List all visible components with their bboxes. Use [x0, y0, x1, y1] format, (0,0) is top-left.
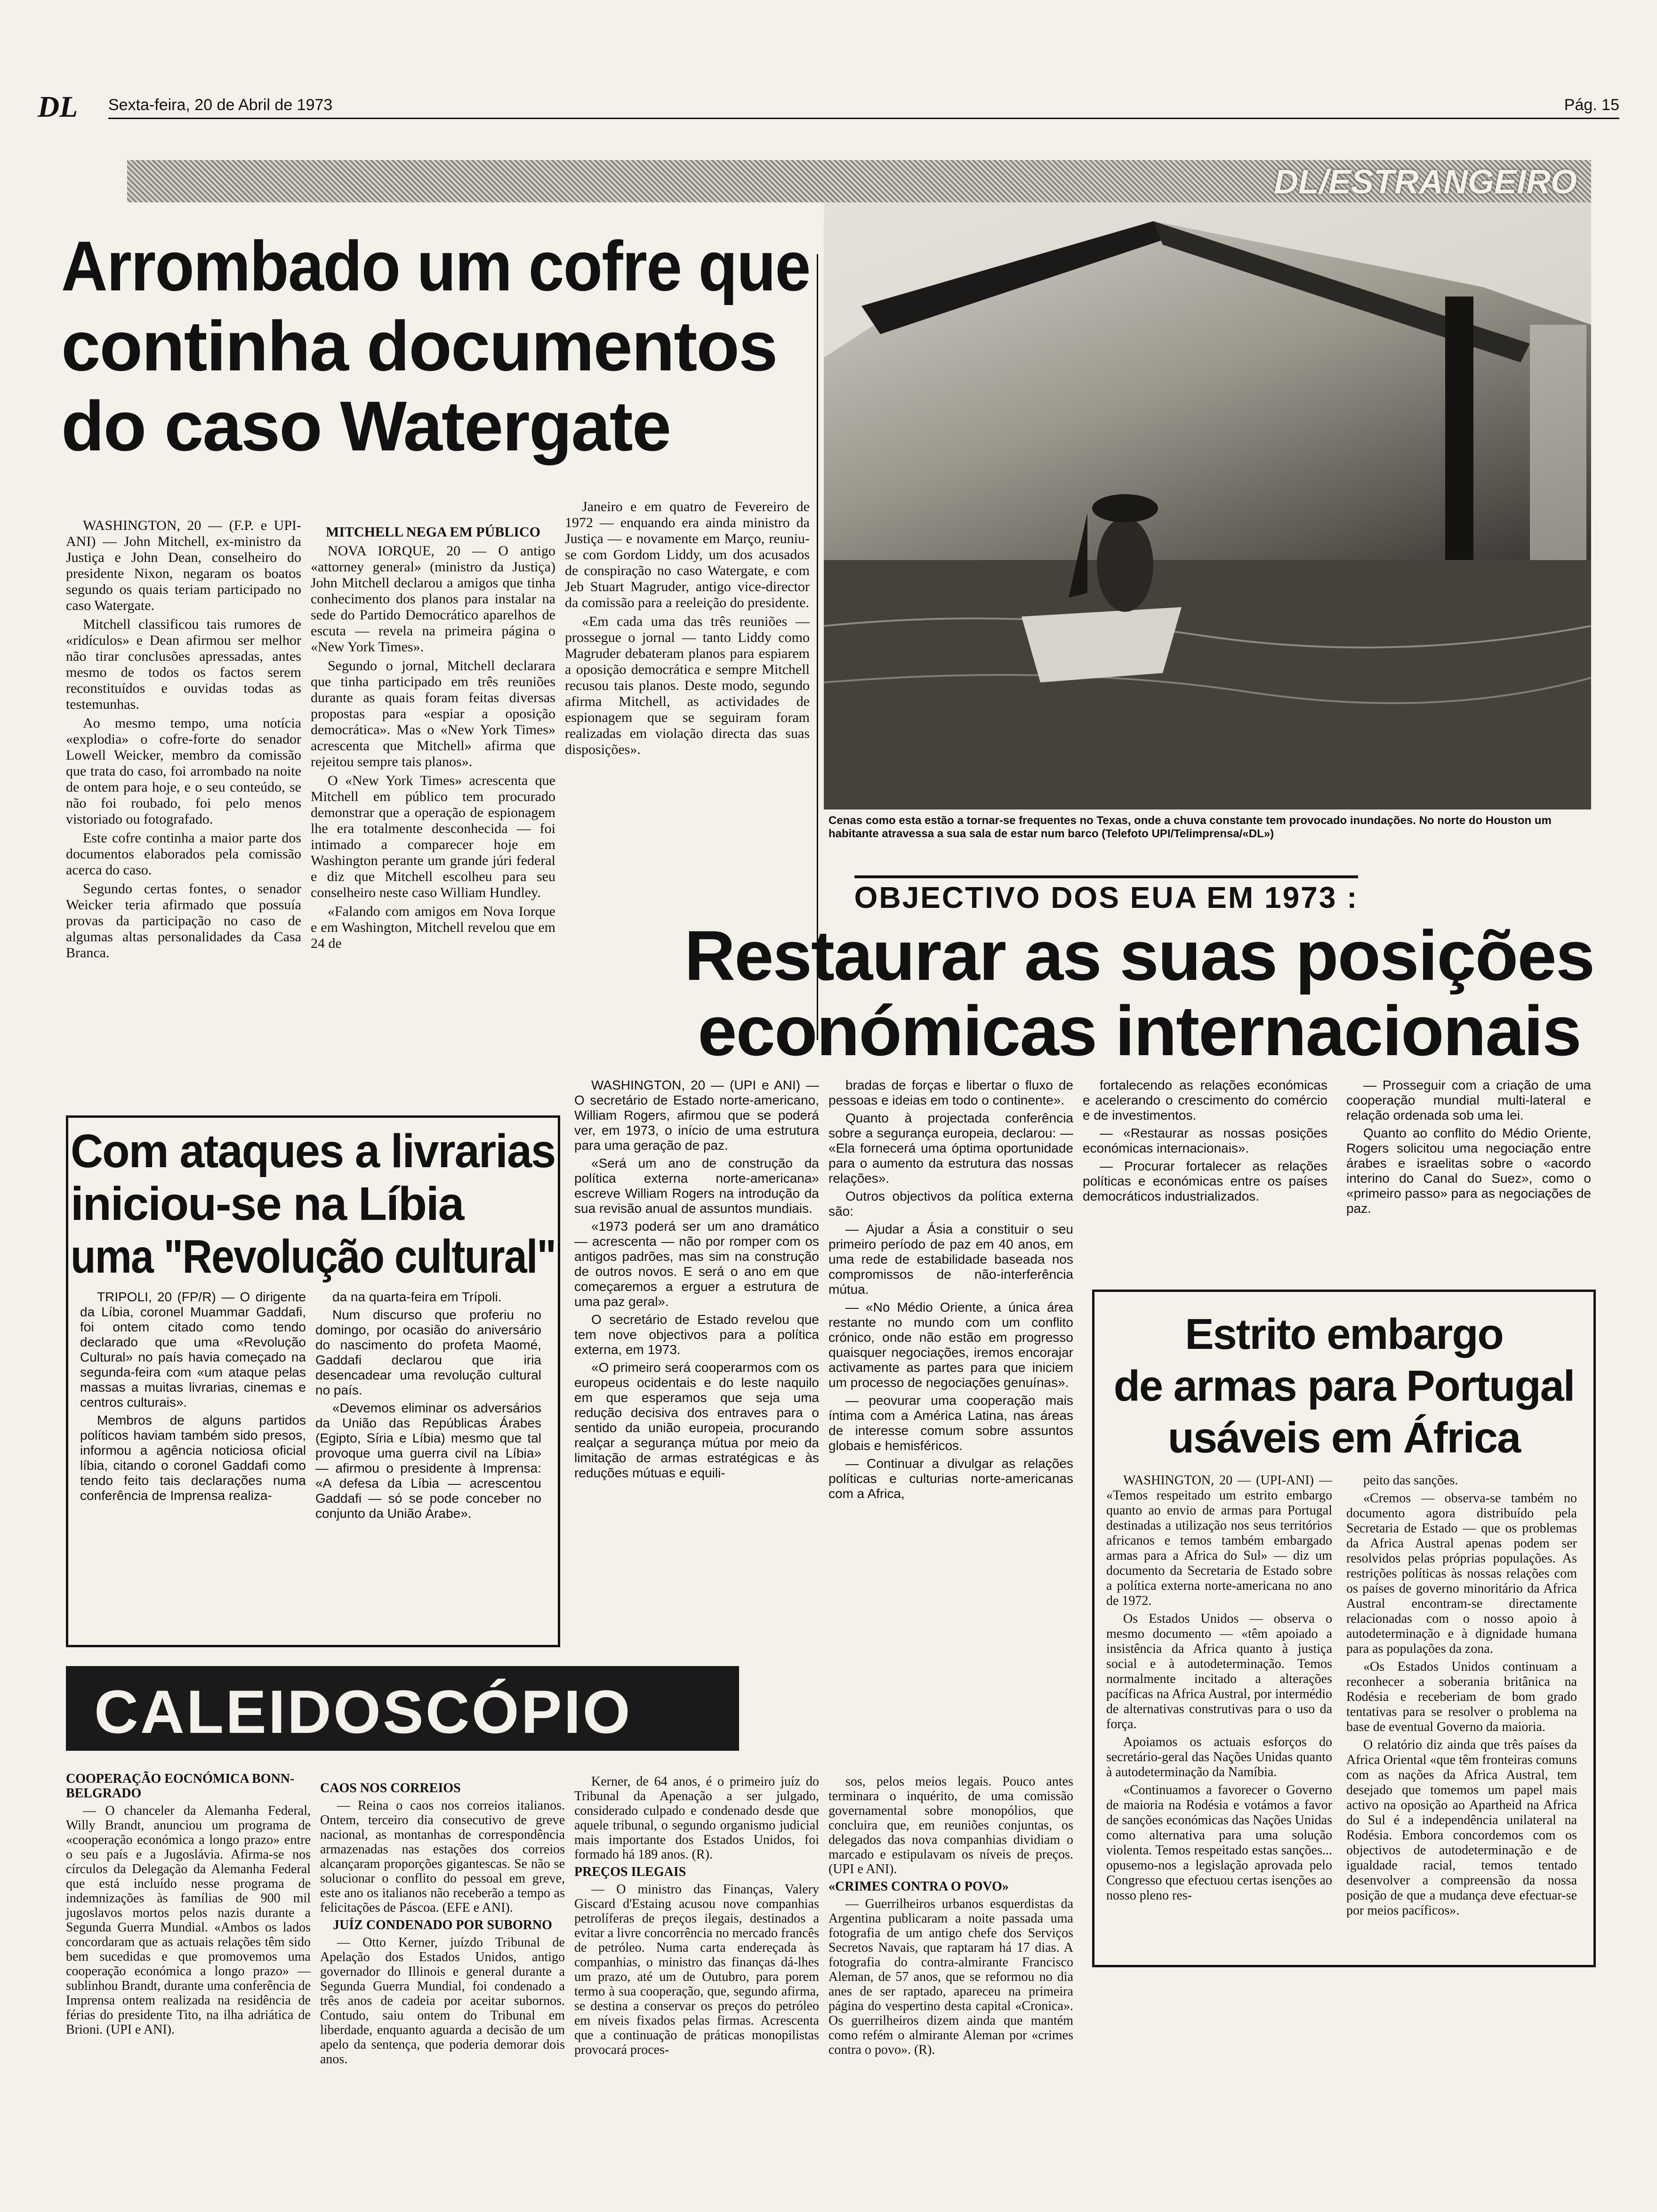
paragraph: «Cremos — observa-se também no documento agora distribuído pela Secretaria de Estado — que os problemas da Africa Austral apenas podem ser resolvidos pelas próprias populações. As restrições políticas às nossas relações com os países de governo minoritário da Africa Austral encontram-se directamente relacionadas com o nosso apoio à autodeterminação e à dignidade humana para as populações da zona.: [1346, 1491, 1577, 1656]
paragraph: Membros de alguns partidos políticos haviam também sido presos, informou a agência noticiosa oficial líbia, citando o coronel Gaddafi como tendo feito tais declarações numa conferência de Imprensa realiza-: [80, 1413, 306, 1503]
paragraph: — Otto Kerner, juízdo Tribunal de Apelação dos Estados Unidos, antigo governador do Illinois e general durante a Segunda Guerra Mundial, foi condenado a três anos de cadeia por aceitar subornos. Contudo, saiu ontem do Tribunal em liberdade, enquanto aguarda a decisão de um apelo da sentença, que poderia demorar dois anos.: [320, 1935, 565, 2067]
libia-headline-line2: iniciou-se na Líbia: [71, 1178, 464, 1230]
paragraph: O «New York Times» acrescenta que Mitchell em público tem procurado demonstrar que a operação de espionagem lhe era totalmente desconhecida — foi intimado a comparecer hoje em Washington perante um grande júri federal e diz que Mitchell escolheu para seu conselheiro neste caso William Hundley.: [311, 773, 555, 900]
masthead: [38, 89, 1619, 122]
paragraph: da na quarta-feira em Trípoli.: [332, 1290, 502, 1304]
portugal-col2: [1346, 1473, 1577, 1921]
paragraph: WASHINGTON, 20 — (UPI e ANI) — O secretário de Estado norte-americano, William Rogers, afirmou que se poderá ver, em 1973, o início de uma estrutura para uma geração de paz.: [574, 1078, 819, 1153]
section-banner: [127, 160, 1591, 202]
paragraph: «Falando com amigos em Nova Iorque e em Washington, Mitchell revelou que em 24 de: [311, 904, 555, 951]
eua-headline-line1: Restaurar as suas posições: [684, 916, 1594, 995]
caleidoscopio-col2-head1: CAOS NOS CORREIOS: [320, 1781, 461, 1795]
portugal-col1: [1106, 1473, 1332, 1906]
masthead-page: Pág. 15: [1564, 96, 1619, 114]
paragraph: TRIPOLI, 20 (FP/R) — O dirigente da Líbia, coronel Muammar Gaddafi, foi ontem citado como tendo declarado que uma «Revolução Cultural» no país havia começado na segunda-feira com «um ataque pelas massas a muitas livrarias, cinemas e centros culturais».: [80, 1290, 306, 1410]
flood-photo-caption: Cenas como esta estão a tornar-se frequentes no Texas, onde a chuva constante tem provocado inundações. No norte do Houston um habitante atravessa a sua sala de estar num barco (Telefoto UPI/Telimprensa/«DL»): [828, 814, 1552, 840]
paragraph: O relatório diz ainda que três países da Africa Oriental «que têm fronteiras comuns com as nações da Africa Austral, tem desejado que tomemos um papel mais activo na oposição ao Apartheid na Africa do Sul é a independência unilateral na Rodésia. Embora concordemos com os objectivos de autodeterminação e de igualdade racial, temos tentado desenvolver a compreensão da nossa posição de que a mudança deve efectuar-se por meios pacíficos».: [1346, 1738, 1577, 1918]
masthead-date: Sexta-feira, 20 de Abril de 1973: [108, 96, 333, 114]
libia-headline-line1: Com ataques a livrarias: [71, 1125, 555, 1178]
caleidoscopio-col2-head2: JUÍZ CONDENADO POR SUBORNO: [333, 1918, 552, 1932]
paragraph: «1973 poderá ser um ano dramático — acrescenta — não por romper com os antigos padrões, mas sim na construção de outros novos. E será o ano em que começaremos a erguer a estrutura de uma paz geral».: [574, 1219, 819, 1309]
portugal-headline-line2: de armas para Portugal: [1113, 1362, 1575, 1410]
caleidoscopio-col3: [574, 1774, 819, 2060]
watergate-col1: [66, 518, 301, 964]
caleidoscopio-title: CALEIDOSCÓPIO: [94, 1677, 632, 1746]
paragraph: «Os Estados Unidos continuam a reconhecer a soberania britânica na Rodésia e receberiam de bom grado tentativas para se resolver o problema na base de eventual Governo da maioria.: [1346, 1659, 1577, 1734]
paragraph: bradas de forças e libertar o fluxo de pessoas e ideias em todo o continente».: [828, 1078, 1073, 1107]
caleidoscopio-col1: [66, 1770, 311, 2040]
paragraph: — Prosseguir com a criação de uma cooperação mundial multi-lateral e relação ordenada sob uma lei.: [1346, 1078, 1591, 1122]
paragraph: — Procurar fortalecer as relações políticas e económicas entre os países democráticos industrializados.: [1083, 1159, 1327, 1203]
portugal-headline-line1: Estrito embargo: [1185, 1310, 1503, 1358]
watergate-col3: [565, 499, 810, 761]
libia-headline-line3: uma "Revolução cultural": [71, 1230, 556, 1283]
paragraph: — O ministro das Finanças, Valery Giscard d'Estaing acusou nove companhias petrolíferas de preços ilegais, destinados a evitar a livre concorrência no mercado francês de petróleo. Numa carta endereçada às companhias, o ministro das finanças dá-lhes um prazo, até um de Outubro, para porem termo à sua cooperação, que, segundo afirma, se destina a conservar os preços do petróleo em níveis fixados pelas firmas. Acrescenta que a continuação de práticas monopilistas provocará proces-: [574, 1882, 819, 2057]
flood-photo: [824, 202, 1591, 809]
masthead-logo: DL: [38, 90, 78, 123]
paragraph: WASHINGTON, 20 — (UPI-ANI) — «Temos respeitado um estrito embargo quanto ao envio de armas para Portugal destinadas a utilização nos seus territórios africanos e temos também embargado armas para a Africa do Sul» — diz um documento da Secretaria de Estado sobre a política externa norte-americana no ano de 1972.: [1106, 1473, 1332, 1608]
paragraph: Segundo certas fontes, o senador Weicker teria afirmado que possuía provas da participação no caso de algumas altas personalidades da Casa Branca.: [66, 881, 301, 961]
paragraph: — Guerrilheiros urbanos esquerdistas da Argentina publicaram a noite passada uma fotografia de um antigo chefe dos Serviços Secretos Navais, que raptaram há 17 dias. A fotografia do contra-almirante Francisco Aleman, de 57 anos, que se reformou no dia anes de ser raptado, apareceu na primeira página do vespertino desta capital «Cronica». Os guerrilheiros dizem ainda que mantém como refém o almirante Aleman por «crimes contra o povo». (R).: [828, 1897, 1073, 2057]
watergate-headline-line1: Arrombado um cofre que: [61, 226, 810, 305]
paragraph: NOVA IORQUE, 20 — O antigo «attorney general» (ministro da Justiça) John Mitchell declarou a amigos que tinha conhecimento dos planos para instalar na sede do Partido Democrático aparelhos de escuta — revela na primeira página o «New York Times».: [311, 543, 555, 655]
caleidoscopio-col4-head2: «CRIMES CONTRA O POVO»: [828, 1879, 1009, 1894]
masthead-rule: [108, 118, 1619, 119]
eua-col4: [1346, 1078, 1591, 1219]
paragraph: Mitchell classificou tais rumores de «ridículos» e Dean afirmou ser melhor não tirar conclusões apressadas, antes mesmo de todos os factos serem reconstituídos e ouvidas todas as testemunhas.: [66, 617, 301, 712]
eua-col2: [828, 1078, 1073, 1504]
watergate-headline: [61, 226, 810, 466]
paragraph: — «No Médio Oriente, a única área restante no mundo com um conflito crónico, onde não estão em progresso quaisquer negociações, iremos encorajar activamente as partes para que iniciem um processo de negociações genuínas».: [828, 1300, 1073, 1390]
paragraph: peito das sanções.: [1363, 1473, 1458, 1488]
paragraph: Kerner, de 64 anos, é o primeiro juíz do Tribunal da Apenação a ser julgado, considerado culpado e condenado desde que aquele tribunal, o segundo organismo judicial mais importante dos Estados Unidos, foi formado há 189 anos. (R).: [574, 1774, 819, 1862]
watergate-col2: [311, 522, 555, 954]
watergate-subhead: MITCHELL NEGA EM PÚBLICO: [326, 524, 540, 540]
caleidoscopio-col2: [320, 1779, 565, 2069]
paragraph: WASHINGTON, 20 — (F.P. e UPI-ANI) — John Mitchell, ex-ministro da Justiça e John Dean, conselheiro do presidente Nixon, negaram os boatos segundo os quais teriam participado no caso Watergate.: [66, 518, 301, 613]
libia-col2: [315, 1290, 541, 1524]
eua-col1: [574, 1078, 819, 1483]
paragraph: — Ajudar a Ásia a constituir o seu primeiro período de paz em 40 anos, em uma rede de estabilidade baseada nos compromissos de não-interferência mútua.: [828, 1222, 1073, 1297]
section-banner-title: DL/ESTRANGEIRO: [1273, 163, 1577, 201]
caleidoscopio-col1-head: COOPERAÇÃO EOCNÓMICA BONN-BELGRADO: [66, 1771, 295, 1801]
paragraph: — «Restaurar as nossas posições económicas internacionais».: [1083, 1126, 1327, 1155]
portugal-headline: [1097, 1308, 1591, 1464]
flood-photo-illustration: [824, 202, 1591, 809]
eua-col3: [1083, 1078, 1327, 1207]
paragraph: — Continuar a divulgar as relações políticas e culturias norte-americanas com a Africa,: [828, 1456, 1073, 1501]
eua-headline-line2: económicas internacionais: [698, 991, 1581, 1070]
paragraph: Num discurso que proferiu no domingo, por ocasião do aniversário do nascimento do profeta Maomé, Gaddafi declarou que iria desencadear uma revolução cultural no país.: [315, 1307, 541, 1397]
caleidoscopio-col4: [828, 1774, 1073, 2060]
paragraph: «Continuamos a favorecer o Governo de maioria na Rodésia e votámos a favor de sanções económicas das Nações Unidas como alternativa para uma solução violenta. Temos respeitado estas sanções... opusemo-nos a legislação aprovada pelo Congresso que efectuou certas isenções ao nosso pleno res-: [1106, 1783, 1332, 1903]
paragraph: Apoiamos os actuais esforços do secretário-geral das Nações Unidas quanto à autodeterminação da Namíbia.: [1106, 1735, 1332, 1779]
caleidoscopio-banner: [66, 1666, 739, 1751]
paragraph: fortalecendo as relações económicas e acelerando o crescimento do comércio e de investimentos.: [1083, 1078, 1327, 1122]
paragraph: «O primeiro será cooperarmos com os europeus ocidentais e do leste naquilo em que esperamos que seja uma redução decisiva dos entraves para o sentido da união europeia, procurando realçar a segurança mútua por meio da limitação de armas estratégicas e às reduções mútuas e equili-: [574, 1360, 819, 1480]
paragraph: Janeiro e em quatro de Fevereiro de 1972 — enquando era ainda ministro da Justiça — e novamente em Março, reuniu-se com Gordom Liddy, um dos acusados de conspiração no caso Watergate, e com Jeb Stuart Magruder, antigo vice-director da comissão para a reeleição do presidente.: [565, 499, 810, 610]
portugal-headline-line3: usáveis em África: [1167, 1414, 1520, 1462]
paragraph: Quanto à projectada conferência sobre a segurança europeia, declarou: — «Ela fornecerá uma óptima oportunidade para o aumento da estrutura das nossas relações».: [828, 1111, 1073, 1186]
watergate-headline-line2: continha documentos: [61, 306, 777, 385]
paragraph: Segundo o jornal, Mitchell declarara que tinha participado em três reuniões durante as quais foram feitas diversas propostas para «espiar a oposição democrática». Mas o «New York Times» acrescenta que Mitchell» afirma que rejeitou sempre tais planos».: [311, 658, 555, 769]
eua-kicker-wrap: [824, 875, 1389, 915]
watergate-headline-line3: do caso Watergate: [61, 386, 671, 465]
paragraph: sos, pelos meios legais. Pouco antes terminara o inquérito, de uma comissão governamental sobre monopólios, que concluira que, em reuniões conjuntas, os delegados das nova companhias dividiam o marcado e estipulavam os níveis de preços. (UPI e ANI).: [828, 1774, 1073, 1876]
paragraph: Ao mesmo tempo, uma notícia «explodia» o cofre-forte do senador Lowell Weicker, membro da comissão que trata do caso, foi arrombado na noite de ontem para hoje, e o seu conteúdo, se não foi roubado, foi pelo menos vistoriado ou fotografado.: [66, 715, 301, 827]
paragraph: — O chanceler da Alemanha Federal, Willy Brandt, anunciou um programa de «cooperação económica a longo prazo» entre o seu país e a Jugoslávia. Afirma-se nos círculos da Delegação da Alemanha Federal que está incluído nesse programa de indemnizações às famílias de 900 mil jugoslavos mortos pelos nazis durante a Segunda Guerra Mundial. «Ambos os lados concordaram que as actuais relações têm sido bem sucedidas e que promovemos uma cooperação económica a longo prazo» — sublinhou Brandt, durante uma conferência de Imprensa ontem realizada na residência de férias do presidente Tito, na ilha adriática de Brioni. (UPI e ANI).: [66, 1803, 311, 2037]
paragraph: Outros objectivos da política externa são:: [828, 1189, 1073, 1218]
paragraph: — Reina o caos nos correios italianos. Ontem, terceiro dia consecutivo de greve nacional, as montanhas de correspondência armazenadas nas estações dos correios alcançaram proporções gigantescas. Se não se solucionar o conflito do pessoal em greve, este ano os italianos não receberão a tempo as felicitações de Páscoa. (EFE e ANI).: [320, 1798, 565, 1915]
eua-headline: [668, 918, 1610, 1068]
paragraph: Este cofre continha a maior parte dos documentos elaborados pela comissão acerca do caso.: [66, 830, 301, 878]
caleidoscopio-col3-head2: PREÇOS ILEGAIS: [574, 1865, 686, 1879]
paragraph: O secretário de Estado revelou que tem nove objectivos para a política externa, em 1973.: [574, 1312, 819, 1357]
libia-headline: [71, 1125, 555, 1283]
eua-kicker: OBJECTIVO DOS EUA EM 1973 :: [854, 875, 1359, 915]
paragraph: «Devemos eliminar os adversários da União das Repúblicas Árabes (Egipto, Síria e Líbia) mesmo que tal provoque uma guerra civil na Líbia» — afirmou o presidente à Imprensa: «A defesa da Líbia — acrescentou Gaddafi — só se pode conceber no conjunto da União Árabe».: [315, 1401, 541, 1521]
paragraph: «Será um ano de construção da política externa norte-americana» escreve William Rogers na introdução da sua revisão anual de assuntos mundiais.: [574, 1156, 819, 1216]
paragraph: Quanto ao conflito do Médio Oriente, Rogers solicitou uma negociação entre árabes e israelitas sobre o «acordo interino do Canal do Suez», como o «primeiro passo» para as negociações de paz.: [1346, 1126, 1591, 1216]
paragraph: — peovurar uma cooperação mais íntima com a América Latina, nas áreas de interesse comum sobre assuntos globais e hemisféricos.: [828, 1393, 1073, 1453]
paragraph: Os Estados Unidos — observa o mesmo documento — «têm apoiado a insistência da Africa quanto à justiça social e à autodeterminação. Temos normalmente incitado a alterações pacíficas na Africa Austral, por intermédio de alternativas construtivas para o uso da força.: [1106, 1611, 1332, 1731]
paragraph: «Em cada uma das três reuniões — prossegue o jornal — tanto Liddy como Magruder debateram planos para espiarem a oposição democrática e sempre Mitchell recusou tais planos. Deste modo, segundo afirma Mitchell, as actividades de espionagem que se seguiram foram realizadas em violação directa das suas disposições».: [565, 614, 810, 757]
libia-col1: [80, 1290, 306, 1506]
